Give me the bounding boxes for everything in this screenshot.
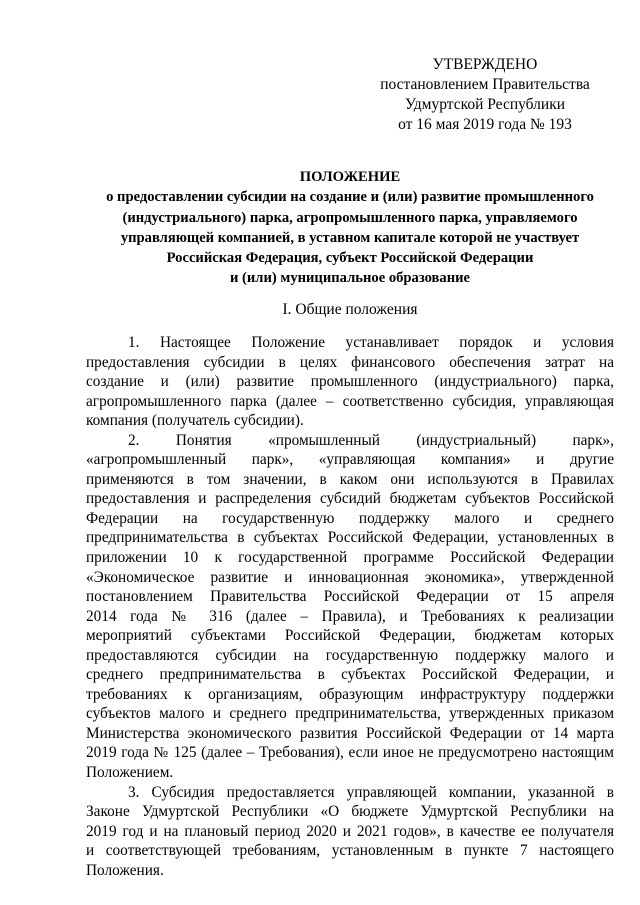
approval-decree-line: постановлением Правительства	[380, 76, 590, 93]
paragraph-2	[86, 431, 614, 783]
paragraph-line: Законе Удмуртской Республики «О бюджете Удмуртской Республики на	[86, 803, 614, 821]
paragraph-line: Министерства экономического развития Российской Федерации от 14 марта	[86, 724, 614, 742]
title-line: и (или) муниципальное образование	[229, 270, 471, 287]
paragraph-line: предоставления субсидии в целях финансового обеспечения затрат на	[86, 353, 614, 371]
paragraph-line: мероприятий субъектами Российской Федерации, бюджетам которых	[86, 627, 614, 645]
paragraph-line: Положения.	[86, 861, 164, 879]
paragraph-line: 2019 год и на плановый период 2020 и 2021 годов», в качестве ее получателя	[86, 822, 614, 840]
paragraph-line: компания (получатель субсидии).	[86, 412, 304, 430]
approval-stamp	[370, 55, 600, 135]
title-line: о предоставлении субсидии на создание и (или) развитие промышленного	[106, 189, 594, 206]
paragraph-line: 2014 года № 316 (далее – Правила), и Требованиях к реализации	[86, 607, 614, 625]
paragraph-line: приложении 10 к государственной программе Российской Федерации	[86, 549, 614, 567]
approval-region-line: Удмуртской Республики	[404, 96, 566, 113]
paragraph-line: «агропромышленный парк», «управляющая компания» и другие	[86, 451, 614, 469]
title-line: Российская Федерация, субъект Российской Федерации	[166, 250, 534, 267]
approval-date-line: от 16 мая 2019 года № 193	[398, 116, 572, 133]
approval-title: УТВЕРЖДЕНО	[432, 56, 538, 73]
paragraph-line: 2019 года № 125 (далее – Требования), если иное не предусмотрено настоящим	[86, 744, 614, 762]
paragraph-line: 1. Настоящее Положение устанавливает порядок и условия	[128, 334, 614, 351]
paragraph-line: постановлением Правительства Российской Федерации от 15 апреля	[86, 588, 614, 606]
paragraph-line: Положением.	[86, 764, 174, 782]
title-line: (индустриального) парка, агропромышленного парка, управляемого	[122, 209, 578, 226]
paragraph-line: 2. Понятия «промышленный (индустриальный) парк»,	[128, 431, 614, 449]
section-heading: I. Общие положения	[282, 301, 418, 318]
paragraph-line: создание и (или) развитие промышленного (индустриального) парка,	[86, 373, 614, 391]
paragraph-line: среднего предпринимательства в субъектах Российской Федерации, и	[86, 666, 614, 684]
paragraph-line: «Экономическое развитие и инновационная экономика», утвержденной	[86, 568, 614, 586]
paragraph-line: предоставляются субсидии на государственную поддержку малого и	[86, 646, 614, 664]
paragraph-3	[86, 783, 614, 881]
paragraph-line: предпринимательства в субъектах Российской Федерации, установленных в	[86, 529, 614, 547]
title-line: управляющей компанией, в уставном капитале которой не участвует	[120, 229, 580, 246]
paragraph-line: и соответствующей требованиям, установленным в пункте 7 настоящего	[86, 842, 614, 860]
paragraph-line: 3. Субсидия предоставляется управляющей компании, указанной в	[128, 783, 614, 801]
paragraph-line: предоставления и распределения субсидий бюджетам субъектов Российской	[86, 490, 614, 508]
paragraph-line: требованиях к организациям, образующим инфраструктуру поддержки	[86, 685, 614, 703]
paragraph-line: агропромышленного парка (далее – соответственно субсидия, управляющая	[86, 392, 614, 410]
paragraph-line: применяются в том значении, в каком они используются в Правилах	[86, 470, 614, 488]
document-heading: ПОЛОЖЕНИЕ	[299, 169, 401, 185]
document-body	[86, 333, 614, 880]
document-title	[86, 167, 614, 289]
paragraph-1	[86, 333, 614, 431]
paragraph-line: субъектов малого и среднего предпринимательства, утвержденных приказом	[86, 705, 614, 723]
paragraph-line: Федерации на государственную поддержку малого и среднего	[86, 509, 614, 527]
